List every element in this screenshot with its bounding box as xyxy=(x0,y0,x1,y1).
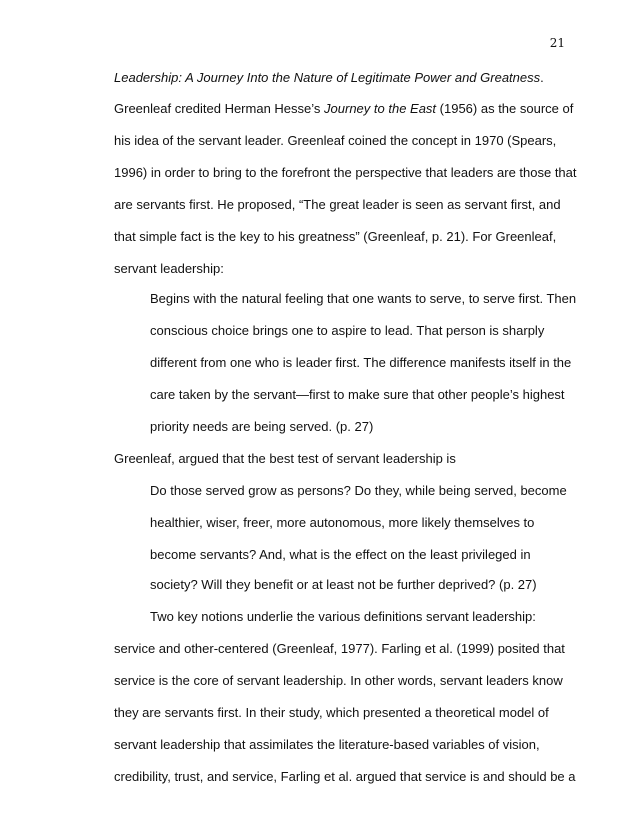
book-title-italic: Leadership: A Journey Into the Nature of Legitimate Power and Greatness xyxy=(114,70,541,85)
journey-title-italic: Journey to the East xyxy=(324,101,437,116)
text-line-1 xyxy=(114,101,573,117)
text-line-19: service is the core of servant leadership. In other words, servant leaders know xyxy=(114,673,563,688)
text-line-12: Greenleaf, argued that the best test of servant leadership is xyxy=(114,451,456,466)
block-quote-line-7: Begins with the natural feeling that one wants to serve, to serve first. Then xyxy=(150,291,577,306)
text-line-18: service and other-centered (Greenleaf, 1977). Farling et al. (1999) posited that xyxy=(114,641,565,656)
text-line-22: credibility, trust, and service, Farling et al. argued that service is and should be a xyxy=(114,769,576,784)
block-quote-line-9: different from one who is leader first. The difference manifests itself in the xyxy=(150,355,572,370)
line-1-part-b: (1956) as the source of xyxy=(436,101,574,116)
block-quote-line-14: healthier, wiser, freer, more autonomous, more likely themselves to xyxy=(150,515,535,530)
text-line-20: they are servants first. In their study, which presented a theoretical model of xyxy=(114,705,549,720)
page-number: 21 xyxy=(549,36,565,50)
text-line-5: that simple fact is the key to his greatness” (Greenleaf, p. 21). For Greenleaf, xyxy=(114,229,557,244)
text-line-21: servant leadership that assimilates the literature-based variables of vision, xyxy=(114,737,540,752)
paragraph-first-line-17: Two key notions underlie the various definitions servant leadership: xyxy=(150,609,536,624)
text-line-2: his idea of the servant leader. Greenleaf coined the concept in 1970 (Spears, xyxy=(114,133,557,148)
block-quote-line-13: Do those served grow as persons? Do they, while being served, become xyxy=(150,483,567,498)
block-quote-line-16: society? Will they benefit or at least not be further deprived? (p. 27) xyxy=(150,577,537,592)
block-quote-line-15: become servants? And, what is the effect on the least privileged in xyxy=(150,547,531,562)
book-title-period: . xyxy=(540,70,544,85)
text-line-4: are servants first. He proposed, “The great leader is seen as servant first, and xyxy=(114,197,561,212)
text-line-3: 1996) in order to bring to the forefront the perspective that leaders are those that xyxy=(114,165,577,180)
block-quote-line-8: conscious choice brings one to aspire to lead. That person is sharply xyxy=(150,323,545,338)
block-quote-line-10: care taken by the servant—first to make sure that other people’s highest xyxy=(150,387,565,402)
text-line-6: servant leadership: xyxy=(114,261,224,276)
line-1-part-a: Greenleaf credited Herman Hesse’s xyxy=(114,101,325,116)
block-quote-line-11: priority needs are being served. (p. 27) xyxy=(150,419,374,434)
text-line-0 xyxy=(114,70,544,86)
